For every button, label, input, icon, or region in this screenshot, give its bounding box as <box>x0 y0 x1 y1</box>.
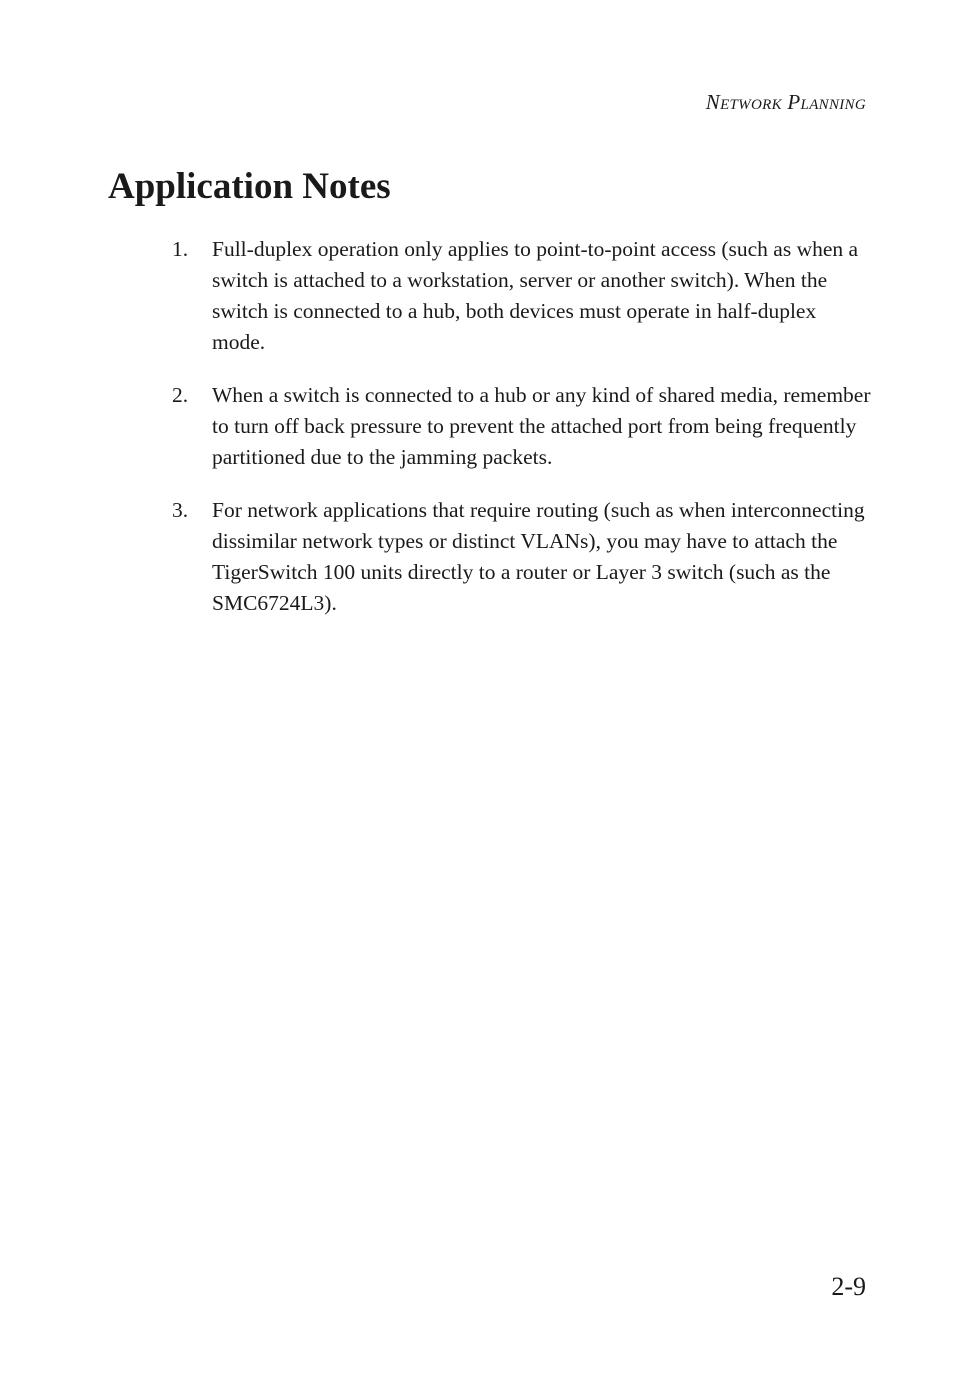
note-text: When a switch is connected to a hub or any kind of shared media, remember to turn off back pressure to prevent the attached port from being frequently partitioned due to the jamming packets. <box>212 383 871 469</box>
note-number: 1. <box>172 237 189 261</box>
page-number: 2-9 <box>831 1272 866 1301</box>
note-number: 3. <box>172 498 189 522</box>
note-item-2 <box>172 380 872 473</box>
running-header: Network Planning <box>705 90 866 114</box>
note-text: For network applications that require routing (such as when interconnecting dissimilar network types or distinct VLANs), you may have to attach the TigerSwitch 100 units directly to a router or Layer 3 switch (such as the SMC6724L3). <box>212 498 865 615</box>
section-title: Application Notes <box>108 166 391 207</box>
note-item-3 <box>172 495 872 619</box>
application-notes-list <box>172 234 872 641</box>
note-item-1 <box>172 234 872 358</box>
note-text: Full-duplex operation only applies to point-to-point access (such as when a switch is attached to a workstation, server or another switch). When the switch is connected to a hub, both devices must operate in half-duplex mode. <box>212 237 859 354</box>
note-number: 2. <box>172 383 189 407</box>
